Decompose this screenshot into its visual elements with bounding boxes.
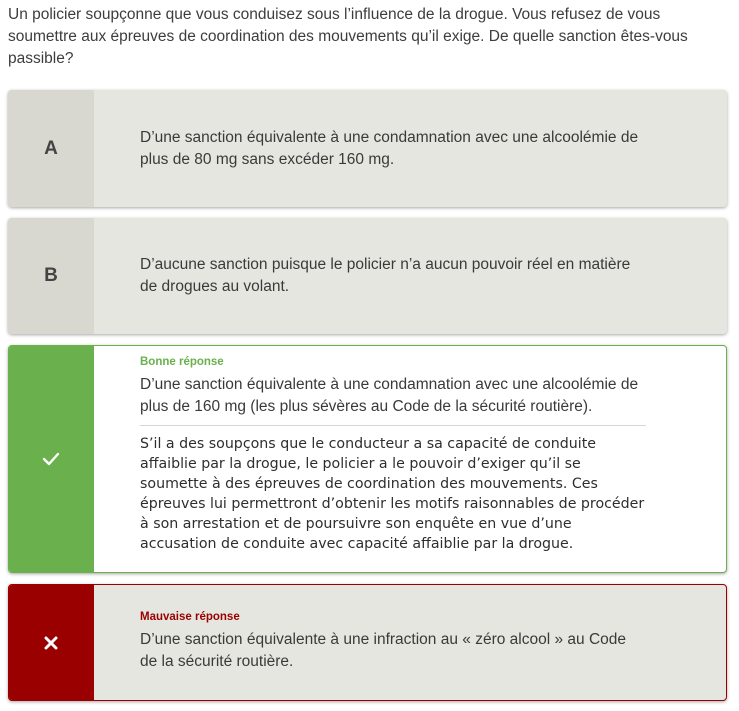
choice-letter-b: B — [8, 218, 94, 334]
status-label-correct: Bonne réponse — [140, 356, 224, 368]
choice-a-text: D’une sanction équivalente à une condamnation avec une alcoolémie de plus de 80 mg sans excéder 160 mg. — [140, 128, 639, 168]
x-icon — [44, 636, 58, 650]
choice-d-wrong[interactable] — [8, 584, 727, 701]
choice-b[interactable] — [8, 218, 727, 334]
wrong-marker — [8, 584, 94, 701]
choice-c-text: D’une sanction équivalente à une condamnation avec une alcoolémie de plus de 160 mg (les plus sévères au Code de la sécurité routière). — [140, 376, 639, 415]
choice-c-correct[interactable] — [8, 345, 727, 573]
choice-letter-a: A — [8, 90, 94, 207]
choice-b-text: D’aucune sanction puisque le policier n’a aucun pouvoir réel en matière de drogues au volant. — [140, 256, 631, 295]
question-text: Un policier soupçonne que vous conduisez sous l’influence de la drogue. Vous refusez de vous soumettre aux épreuves de coordination des mouvements qu’il exige. De quelle sanction êtes-vous passible? — [8, 6, 688, 67]
status-label-wrong: Mauvaise réponse — [140, 611, 240, 623]
correct-marker — [8, 345, 94, 573]
check-icon — [42, 452, 60, 466]
choice-d-text: D’une sanction équivalente à une infraction au « zéro alcool » au Code de la sécurité routière. — [140, 631, 626, 670]
divider — [140, 425, 646, 426]
explanation-text: S’il a des soupçons que le conducteur a sa capacité de conduite affaiblie par la drogue, le policier a le pouvoir d’exiger qu’il se soumette à des épreuves de coordination des mouvements. Ces épreuves lui permettront d’obtenir les motifs raisonnables de procéder à son arrestation et de poursuivre son enquête en vue d’une accusation de conduite avec capacité affaiblie par la drogue. — [140, 436, 645, 552]
choice-a[interactable] — [8, 90, 727, 207]
